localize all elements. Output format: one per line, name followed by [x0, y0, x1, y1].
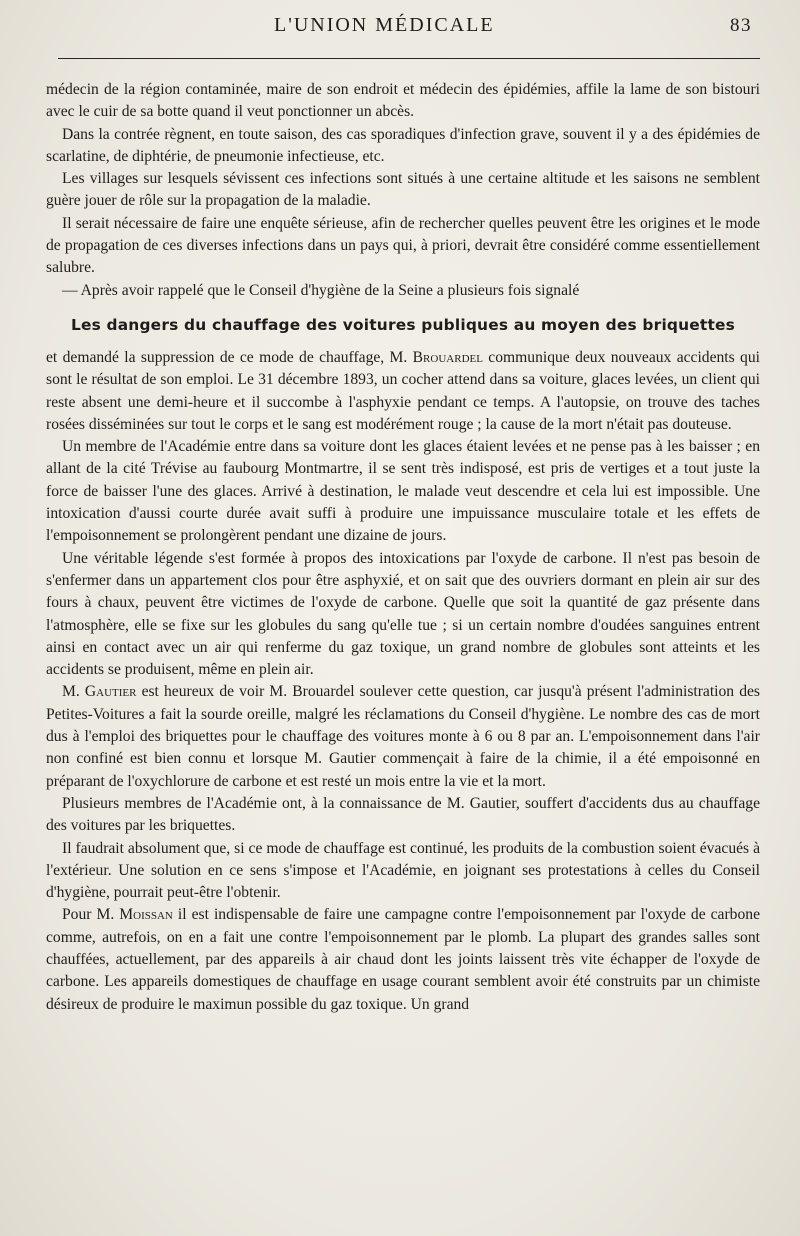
paragraph [46, 548, 760, 682]
paragraph-text: il est indispensable de faire une campagne contre l'empoisonnement par l'oxyde de carbone comme, autrefois, on en a fait une contre l'empoisonnement par le plomb. La plupart des grandes salles sont chauffées, actuellement, par des appareils à air chaud dont les joints laissent très vite échapper de l'oxyde de carbone. Les appareils domestiques de chauffage en usage courant semblent avoir été construits par un chimiste désireux de produire le maximun possible du gaz toxique. Un grand [46, 906, 760, 1013]
paragraph: Les villages sur lesquels sévissent ces infections sont situés à une certaine altitude et les saisons ne semblent guère jouer de rôle sur la propagation de la maladie. [46, 170, 760, 210]
section-heading: Les dangers du chauffage des voitures publiques au moyen des briquettes [70, 315, 736, 334]
paragraph-text: communique deux nouveaux accidents qui sont le résultat de son emploi. Le 31 décembre 1893, un cocher attend dans sa voiture, glaces levées, un client qui reste absent une demi-heure et il succombe à l'asphyxie pendant ce temps. A l'autopsie, on trouve des taches rosées disséminées sur tout le corps et le sang est modérément rouge ; la cause de la mort n'était pas douteuse. [46, 348, 760, 433]
paragraph-text: Pour M. [62, 906, 120, 924]
paragraph [46, 904, 760, 1015]
paragraph [46, 681, 760, 792]
paragraph [46, 838, 760, 905]
running-header [46, 14, 760, 48]
paragraph: médecin de la région contaminée, maire de son endroit et médecin des épidémies, affile la lame de son bistouri avec le cuir de sa botte quand il veut ponctionner un abcès. [46, 81, 760, 121]
paragraph [46, 436, 760, 547]
page-number: 83 [730, 15, 752, 36]
author-name: Moissan [119, 906, 173, 924]
paragraph-text: Il faudrait absolument que, si ce mode de chauffage est continué, les produits de la combustion soient évacués à l'extérieur. Une solution en ce sens s'impose et l'Académie, en joignant ses protestations à celles du Conseil d'hygiène, pourrait peut-être l'obtenir. [46, 839, 760, 902]
paragraph-text: Une véritable légende s'est formée à propos des intoxications par l'oxyde de carbone. Il n'est pas besoin de s'enfermer dans un appartement clos pour être asphyxié, et on sait que des ouvriers dormant en plein air sur des fours à chaux, peuvent être victimes de l'oxyde de carbone. Quelle que soit la quantité de gaz présente dans l'atmosphère, elle se fixe sur les globules du sang qu'elle tue ; si un certain nombre d'oudées sanguines entrent ainsi en contact avec un air qui renferme du gaz toxique, un grand nombre de globules sont atteints et les accidents se produisent, même en plein air. [46, 549, 760, 679]
body-text-after [46, 347, 760, 1016]
paragraph-text: et demandé la suppression de ce mode de chauffage, M. [46, 348, 413, 366]
paragraph-text: M. [62, 683, 85, 701]
paragraph-text: est heureux de voir M. Brouardel soulever cette question, car jusqu'à présent l'administration des Petites-Voitures a fait la sourde oreille, malgré les réclamations du Conseil d'hygiène. Le nombre des cas de mort dus à l'emploi des briquettes pour le chauffage des voitures monte à 6 ou 8 par an. L'empoisonnement dans l'air non confiné est bien connu et lorsque M. Gautier commençait à faire de la chimie, il a été empoisonné en préparant de l'oxychlorure de carbone et est resté un mois entre la vie et la mort. [46, 683, 760, 790]
header-rule [58, 58, 760, 59]
paragraph: Dans la contrée règnent, en toute saison, des cas sporadiques d'infection grave, souvent il y a des épidémies de scarlatine, de diphtérie, de pneumonie infectieuse, etc. [46, 125, 760, 165]
journal-title: L'UNION MÉDICALE [274, 14, 495, 36]
author-name: Gautier [84, 683, 137, 701]
paragraph: — Après avoir rappelé que le Conseil d'hygiène de la Seine a plusieurs fois signalé [62, 281, 580, 299]
body-text-before [46, 79, 760, 302]
paragraph [46, 793, 760, 838]
paragraph [46, 347, 760, 436]
paragraph-text: Plusieurs membres de l'Académie ont, à la connaissance de M. Gautier, souffert d'accidents dus au chauffage des voitures par les briquettes. [46, 794, 760, 835]
paragraph-text: Un membre de l'Académie entre dans sa voiture dont les glaces étaient levées et ne pense pas à les baisser ; en allant de la cité Trévise au faubourg Montmartre, il se sent très indisposé, est pris de vertiges et a tout juste la force de baisser l'une des glaces. Arrivé à destination, le malade veut descendre et cela lui est impossible. Une intoxication d'aussi courte durée avait suffi à produire une impuissance musculaire totale et les effets de l'empoisonnement se prolongèrent pendant une dizaine de jours. [46, 438, 760, 545]
paragraph: Il serait nécessaire de faire une enquête sérieuse, afin de rechercher quelles peuvent être les origines et le mode de propagation de ces diverses infections dans un pays qui, à priori, devrait être considéré comme essentiellement salubre. [46, 214, 760, 277]
author-name: Brouardel [412, 348, 483, 366]
